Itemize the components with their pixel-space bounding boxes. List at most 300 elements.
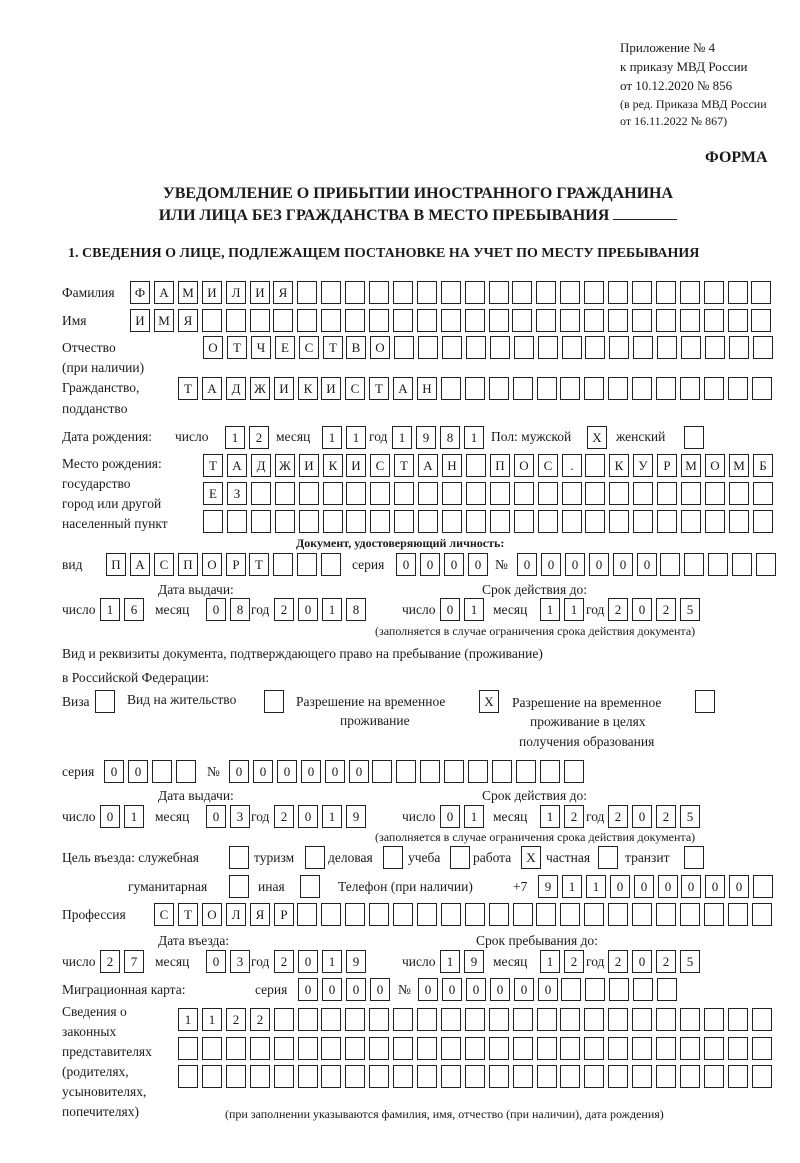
phone-box [753,875,773,898]
doc-issue-date-label: Дата выдачи: [158,582,234,597]
legal-reps-row1-box [656,1008,676,1031]
surname-box: И [250,281,270,304]
migration-number-box: 0 [514,978,534,1001]
citizenship-box: Т [178,377,198,400]
birthplace-row3-box [753,510,773,533]
section-1-heading: 1. СВЕДЕНИЯ О ЛИЦЕ, ПОДЛЕЖАЩЕМ ПОСТАНОВКЕ НА УЧЕТ ПО МЕСТУ ПРЕБЫВАНИЯ [68,246,700,261]
birthplace-row1-box: О [705,454,725,477]
permit-number-box: 0 [253,760,273,783]
sex-male-box: X [587,426,607,449]
patronymic-box [514,336,534,359]
birthplace-row2-box [490,482,510,505]
migration-number-box: 0 [442,978,462,1001]
birthplace-row1-box: М [681,454,701,477]
doc-valid-day-box: 0 [440,598,460,621]
birthplace-row1-box: И [346,454,366,477]
doc-valid-year-box: 2 [608,598,628,621]
entry-year-label: год [251,954,270,969]
appendix-line: от 10.12.2020 № 856 [620,78,733,93]
permit-issue-day-box: 1 [124,805,144,828]
surname-box [728,281,748,304]
legal-reps-row2-box [537,1037,557,1060]
doc-number-box: 0 [517,553,537,576]
surname-box [584,281,604,304]
legal-reps-row1-box [369,1008,389,1031]
birthplace-row2-box [681,482,701,505]
surname-box [560,281,580,304]
profession-label: Профессия [62,907,126,922]
doc-valid-until-label: Срок действия до: [482,582,587,597]
doc-number-box [756,553,776,576]
name-box [393,309,413,332]
migration-number-box: 0 [538,978,558,1001]
patronymic-box [538,336,558,359]
stay-day-box: 1 [440,950,460,973]
doc-type-box: О [202,553,222,576]
trp-education-label-3: получения образования [519,734,655,749]
legal-reps-row1-box [489,1008,509,1031]
profession-box [441,903,461,926]
birth-month-label: месяц [276,429,311,444]
legal-reps-row2-box [441,1037,461,1060]
surname-box: Я [273,281,293,304]
purpose-study-box [450,846,470,869]
patronymic-label-note: (при наличии) [62,360,145,375]
birthplace-row2-box [657,482,677,505]
name-box [250,309,270,332]
doc-series-label: серия [352,557,385,572]
doc-series-box: 0 [420,553,440,576]
purpose-official-label: Цель въезда: служебная [62,850,199,865]
permit-series-box: 0 [104,760,124,783]
birthplace-row1-box: Д [251,454,271,477]
legal-reps-row2-box [728,1037,748,1060]
migration-series-box: 0 [370,978,390,1001]
doc-valid-month-box: 1 [564,598,584,621]
legal-reps-row1-box [321,1008,341,1031]
profession-box [393,903,413,926]
entry-date-label: Дата въезда: [158,933,230,948]
birthplace-city-label: город или другой [62,496,162,511]
profession-box [560,903,580,926]
birthplace-row3-box [251,510,271,533]
birthplace-row1-box: А [227,454,247,477]
doc-issue-year-box: 1 [322,598,342,621]
purpose-business-label: деловая [328,850,373,865]
patronymic-box [394,336,414,359]
permit-series-label: серия [62,764,95,779]
birthplace-row1-box: У [633,454,653,477]
legal-reps-row1-box [513,1008,533,1031]
legal-reps-row1-box [632,1008,652,1031]
citizenship-box: И [321,377,341,400]
citizenship-box: Д [226,377,246,400]
citizenship-box [584,377,604,400]
birthplace-row1-box: Б [753,454,773,477]
legal-reps-row2-box [704,1037,724,1060]
doc-validity-note: (заполняется в случае ограничения срока действия документа) [375,624,696,638]
birthplace-row3-box [657,510,677,533]
birthplace-row3-box [562,510,582,533]
name-box [417,309,437,332]
birthplace-row2-box [394,482,414,505]
legal-reps-row2-box [250,1037,270,1060]
trp-education-label-2: проживание в целях [530,714,646,729]
legal-reps-row1-box [465,1008,485,1031]
migration-number-box: 0 [490,978,510,1001]
patronymic-box [418,336,438,359]
patronymic-box: Т [227,336,247,359]
phone-box: 0 [610,875,630,898]
permit-valid-month-box: 1 [540,805,560,828]
legal-reps-row3-box [345,1065,365,1088]
citizenship-box [489,377,509,400]
legal-reps-row1-box: 1 [178,1008,198,1031]
name-box [608,309,628,332]
amendment-line: (в ред. Приказа МВД России [620,97,767,111]
legal-reps-row3-box [178,1065,198,1088]
doc-valid-month-box: 1 [540,598,560,621]
permit-visa-box [95,690,115,713]
name-box [536,309,556,332]
birthplace-row1-box: С [370,454,390,477]
phone-box: 0 [681,875,701,898]
legal-reps-row1-box [441,1008,461,1031]
birthplace-row3-box [346,510,366,533]
legal-reps-label: усыновителях, [62,1084,147,1099]
birth-year-box: 1 [464,426,484,449]
purpose-transit-label: транзит [625,850,670,865]
profession-box [752,903,772,926]
entry-year-box: 2 [274,950,294,973]
birthplace-row1-box: Р [657,454,677,477]
surname-box [345,281,365,304]
birthplace-row1-box: . [562,454,582,477]
migration-number-box [609,978,629,1001]
legal-reps-row3-box [513,1065,533,1088]
permit-valid-day-label: число [402,809,436,824]
legal-reps-row2-box [345,1037,365,1060]
birthplace-row3-box [490,510,510,533]
birthplace-row2-box [346,482,366,505]
citizenship-box [632,377,652,400]
legal-reps-row3-box [321,1065,341,1088]
legal-reps-label: попечителях) [62,1104,139,1119]
citizenship-box: А [202,377,222,400]
sex-female-box [684,426,704,449]
legal-reps-row2-box [513,1037,533,1060]
doc-number-box [708,553,728,576]
permit-series-box [176,760,196,783]
birthplace-row3-box [227,510,247,533]
birthplace-row2-box [442,482,462,505]
legal-reps-row3-box [202,1065,222,1088]
name-box [441,309,461,332]
phone-box: 1 [586,875,606,898]
surname-box [680,281,700,304]
phone-box: 0 [729,875,749,898]
doc-type-box: П [106,553,126,576]
citizenship-box [608,377,628,400]
purpose-tourism-box [305,846,325,869]
legal-reps-row1-box: 1 [202,1008,222,1031]
birth-month-box: 1 [322,426,342,449]
name-box [297,309,317,332]
legal-reps-row1-box [537,1008,557,1031]
purpose-private-label: частная [546,850,591,865]
purpose-other-label: иная [258,879,285,894]
permit-number-box [516,760,536,783]
surname-box [536,281,556,304]
legal-reps-row3-box [537,1065,557,1088]
birthplace-row3-box [442,510,462,533]
citizenship-box [704,377,724,400]
birthplace-row2-box [370,482,390,505]
legal-reps-row1-box [584,1008,604,1031]
permit-series-box: 0 [128,760,148,783]
permit-valid-year-box: 0 [632,805,652,828]
permit-valid-year-box: 2 [656,805,676,828]
name-box [321,309,341,332]
doc-valid-year-box: 2 [656,598,676,621]
doc-issue-day-box: 1 [100,598,120,621]
entry-year-box: 9 [346,950,366,973]
birthplace-row3-box [370,510,390,533]
surname-box: А [154,281,174,304]
doc-number-box: 0 [565,553,585,576]
permit-issue-day-label: число [62,809,96,824]
profession-box: Л [226,903,246,926]
birthplace-row1-box: Ж [275,454,295,477]
phone-prefix: +7 [513,879,528,894]
name-box: Я [178,309,198,332]
birthplace-row2-box: З [227,482,247,505]
trp-education-label: Разрешение на временное [512,695,662,710]
patronymic-box [681,336,701,359]
surname-box [489,281,509,304]
entry-month-box: 0 [206,950,226,973]
birthplace-row1-box: И [299,454,319,477]
surname-box: Л [226,281,246,304]
legal-reps-row3-box [656,1065,676,1088]
birth-year-box: 1 [392,426,412,449]
doc-issue-year-label: год [251,602,270,617]
legal-reps-row2-box [560,1037,580,1060]
profession-box: О [202,903,222,926]
patronymic-box: О [370,336,390,359]
purpose-tourism-label: туризм [254,850,295,865]
birthplace-country-label: государство [62,476,131,491]
doc-valid-year-box: 5 [680,598,700,621]
birthplace-row2-box [251,482,271,505]
citizenship-box: Т [369,377,389,400]
surname-box [297,281,317,304]
citizenship-box [680,377,700,400]
doc-valid-year-box: 0 [632,598,652,621]
name-box [345,309,365,332]
legal-reps-row2-box [369,1037,389,1060]
profession-box [369,903,389,926]
permit-number-box [468,760,488,783]
citizenship-box [728,377,748,400]
birthplace-row3-box [514,510,534,533]
profession-box [728,903,748,926]
permit-number-box: 0 [301,760,321,783]
permit-residence-box [264,690,284,713]
surname-box [632,281,652,304]
name-box [465,309,485,332]
citizenship-label-2: подданство [62,401,128,416]
legal-reps-row2-box [202,1037,222,1060]
permit-issue-month-box: 3 [230,805,250,828]
permit-trp-box: X [479,690,499,713]
name-box [489,309,509,332]
legal-reps-row3-box [226,1065,246,1088]
doc-number-box [684,553,704,576]
birthplace-row3-box [538,510,558,533]
patronymic-box [562,336,582,359]
profession-box [321,903,341,926]
legal-reps-row1-box [417,1008,437,1031]
phone-label: Телефон (при наличии) [338,879,473,894]
birthplace-row3-box [394,510,414,533]
legal-reps-row2-box [274,1037,294,1060]
doc-number-box: 0 [637,553,657,576]
profession-box [704,903,724,926]
legal-reps-row1-box [345,1008,365,1031]
birthplace-row2-box [538,482,558,505]
legal-reps-row1-box [560,1008,580,1031]
surname-box [704,281,724,304]
legal-reps-row2-box [226,1037,246,1060]
permit-issue-year-label: год [251,809,270,824]
purpose-other-box [300,875,320,898]
birth-day-box: 2 [249,426,269,449]
permit-issue-day-box: 0 [100,805,120,828]
legal-reps-row1-box [608,1008,628,1031]
doc-series-box: 0 [468,553,488,576]
birthplace-row2-box [562,482,582,505]
name-box [632,309,652,332]
patronymic-box: Е [275,336,295,359]
stay-until-label: Срок пребывания до: [476,933,598,948]
patronymic-box [490,336,510,359]
legal-reps-label: представителях [62,1044,152,1059]
profession-box [489,903,509,926]
doc-series-box: 0 [444,553,464,576]
trp-label-2: проживание [340,713,410,728]
permit-issue-year-box: 2 [274,805,294,828]
doc-type-box: С [154,553,174,576]
stay-month-box: 1 [540,950,560,973]
profession-box [513,903,533,926]
legal-reps-row1-box [393,1008,413,1031]
profession-box [297,903,317,926]
legal-reps-row1-box [728,1008,748,1031]
birthplace-row2-box [323,482,343,505]
permit-doc-heading-2: в Российской Федерации: [62,670,210,685]
permit-number-box: 0 [349,760,369,783]
permit-number-box [396,760,416,783]
migration-series-box: 0 [298,978,318,1001]
name-box [728,309,748,332]
permit-valid-day-box: 0 [440,805,460,828]
doc-type-box: Р [226,553,246,576]
trp-label: Разрешение на временное [296,694,446,709]
permit-number-label: № [207,764,220,779]
surname-box: М [178,281,198,304]
name-box [512,309,532,332]
birth-day-box: 1 [225,426,245,449]
legal-reps-row3-box [298,1065,318,1088]
stay-day-box: 9 [464,950,484,973]
birthplace-row3-box [705,510,725,533]
migration-series-label: серия [255,982,288,997]
citizenship-box [537,377,557,400]
doc-issue-year-box: 2 [274,598,294,621]
migration-number-box: 0 [466,978,486,1001]
birth-year-box: 8 [440,426,460,449]
entry-day-box: 7 [124,950,144,973]
doc-issue-month-label: месяц [155,602,190,617]
permit-valid-year-label: год [586,809,605,824]
birthplace-row1-box: Т [203,454,223,477]
legal-reps-row2-box [298,1037,318,1060]
legal-reps-row3-box [680,1065,700,1088]
stay-year-box: 0 [632,950,652,973]
birthplace-row3-box [203,510,223,533]
permit-number-box [564,760,584,783]
entry-month-box: 3 [230,950,250,973]
legal-reps-row3-box [584,1065,604,1088]
birth-month-box: 1 [346,426,366,449]
stay-year-label: год [586,954,605,969]
name-box [704,309,724,332]
patronymic-box [442,336,462,359]
name-box [751,309,771,332]
surname-box: Ф [130,281,150,304]
birthplace-row2-box [753,482,773,505]
phone-box: 9 [538,875,558,898]
birthplace-row2-box [585,482,605,505]
name-box [273,309,293,332]
patronymic-box: Ч [251,336,271,359]
birthplace-row2-box [705,482,725,505]
profession-box [417,903,437,926]
birthplace-row1-box: О [514,454,534,477]
sex-female-label: женский [616,429,666,444]
profession-box: Я [250,903,270,926]
legal-reps-row1-box: 2 [226,1008,246,1031]
surname-label: Фамилия [62,285,115,300]
doc-valid-year-label: год [586,602,605,617]
doc-number-label: № [495,557,508,572]
profession-box: Р [274,903,294,926]
stay-year-box: 2 [656,950,676,973]
permit-number-box: 0 [325,760,345,783]
legal-reps-row3-box [393,1065,413,1088]
migration-number-label: № [398,982,411,997]
doc-type-label: вид [62,557,83,572]
visa-label: Виза [62,694,90,709]
profession-box [608,903,628,926]
doc-issue-month-box: 0 [206,598,226,621]
permit-issue-month-box: 0 [206,805,226,828]
birthplace-row3-box [418,510,438,533]
permit-valid-year-box: 5 [680,805,700,828]
legal-reps-row2-box [393,1037,413,1060]
permit-doc-heading: Вид и реквизиты документа, подтверждающего право на пребывание (проживание) [62,646,543,661]
